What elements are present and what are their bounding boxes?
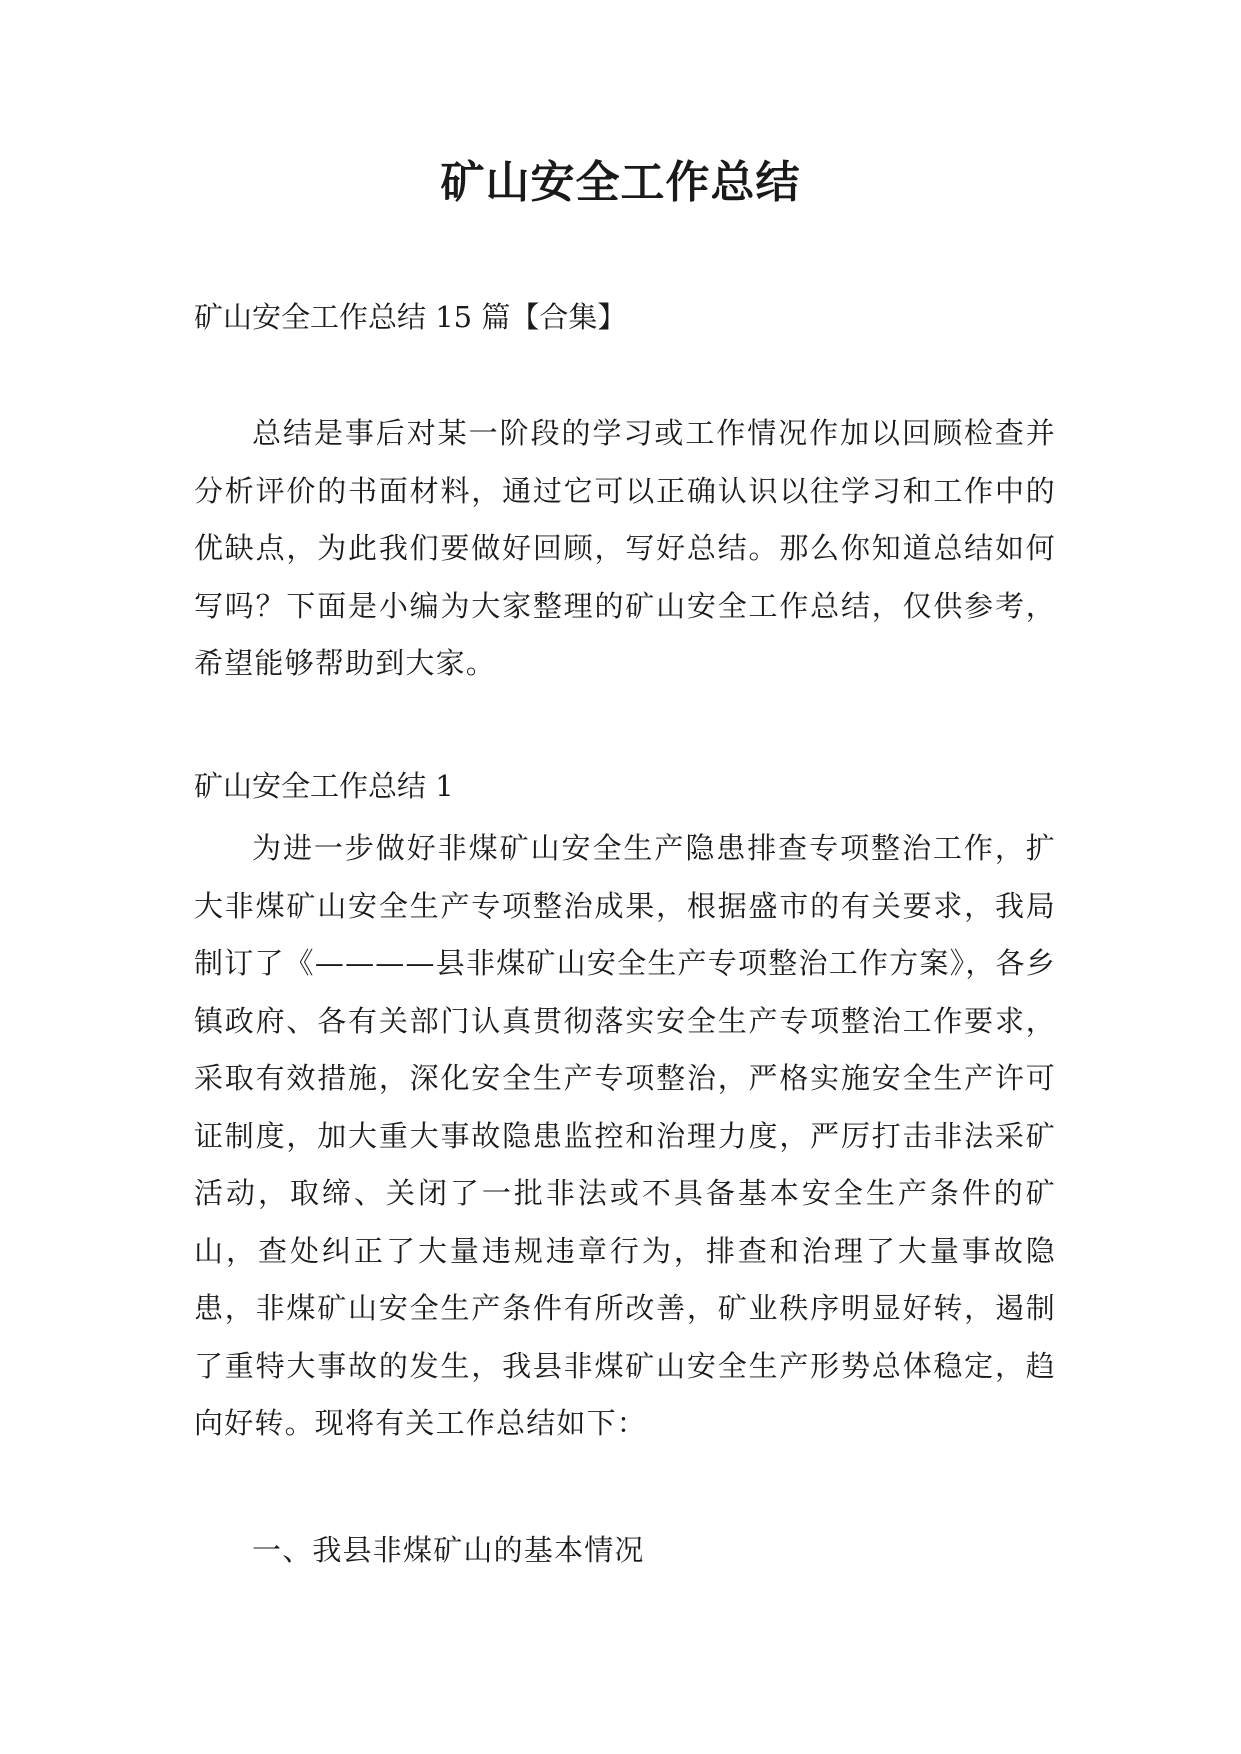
intro-block xyxy=(194,405,1056,693)
section-heading: 矿山安全工作总结 1 xyxy=(194,769,454,803)
subsection-heading-block xyxy=(194,1522,1056,1580)
intro-paragraph: 总结是事后对某一阶段的学习或工作情况作加以回顾检查并分析评价的书面材料，通过它可以正确认识以往学习和工作中的优缺点，为此我们要做好回顾，写好总结。那么你知道总结如何写吗？下面是小编为大家整理的矿山安全工作总结，仅供参考，希望能够帮助到大家。 xyxy=(194,416,1056,680)
document-subtitle: 矿山安全工作总结 15 篇【合集】 xyxy=(194,300,627,334)
section-body xyxy=(194,820,1056,1453)
document-title: 矿山安全工作总结 xyxy=(440,157,801,208)
body-paragraph: 为进一步做好非煤矿山安全生产隐患排查专项整治工作，扩大非煤矿山安全生产专项整治成果，根据盛市的有关要求，我局制订了《————县非煤矿山安全生产专项整治工作方案》，各乡镇政府、各有关部门认真贯彻落实安全生产专项整治工作要求，采取有效措施，深化安全生产专项整治，严格实施安全生产许可证制度，加大重大事故隐患监控和治理力度，严厉打击非法采矿活动，取缔、关闭了一批非法或不具备基本安全生产条件的矿山，查处纠正了大量违规违章行为，排查和治理了大量事故隐患，非煤矿山安全生产条件有所改善，矿业秩序明显好转，遏制了重特大事故的发生，我县非煤矿山安全生产形势总体稳定，趋向好转。现将有关工作总结如下： xyxy=(194,831,1056,1440)
subsection-heading: 一、我县非煤矿山的基本情况 xyxy=(252,1533,645,1567)
